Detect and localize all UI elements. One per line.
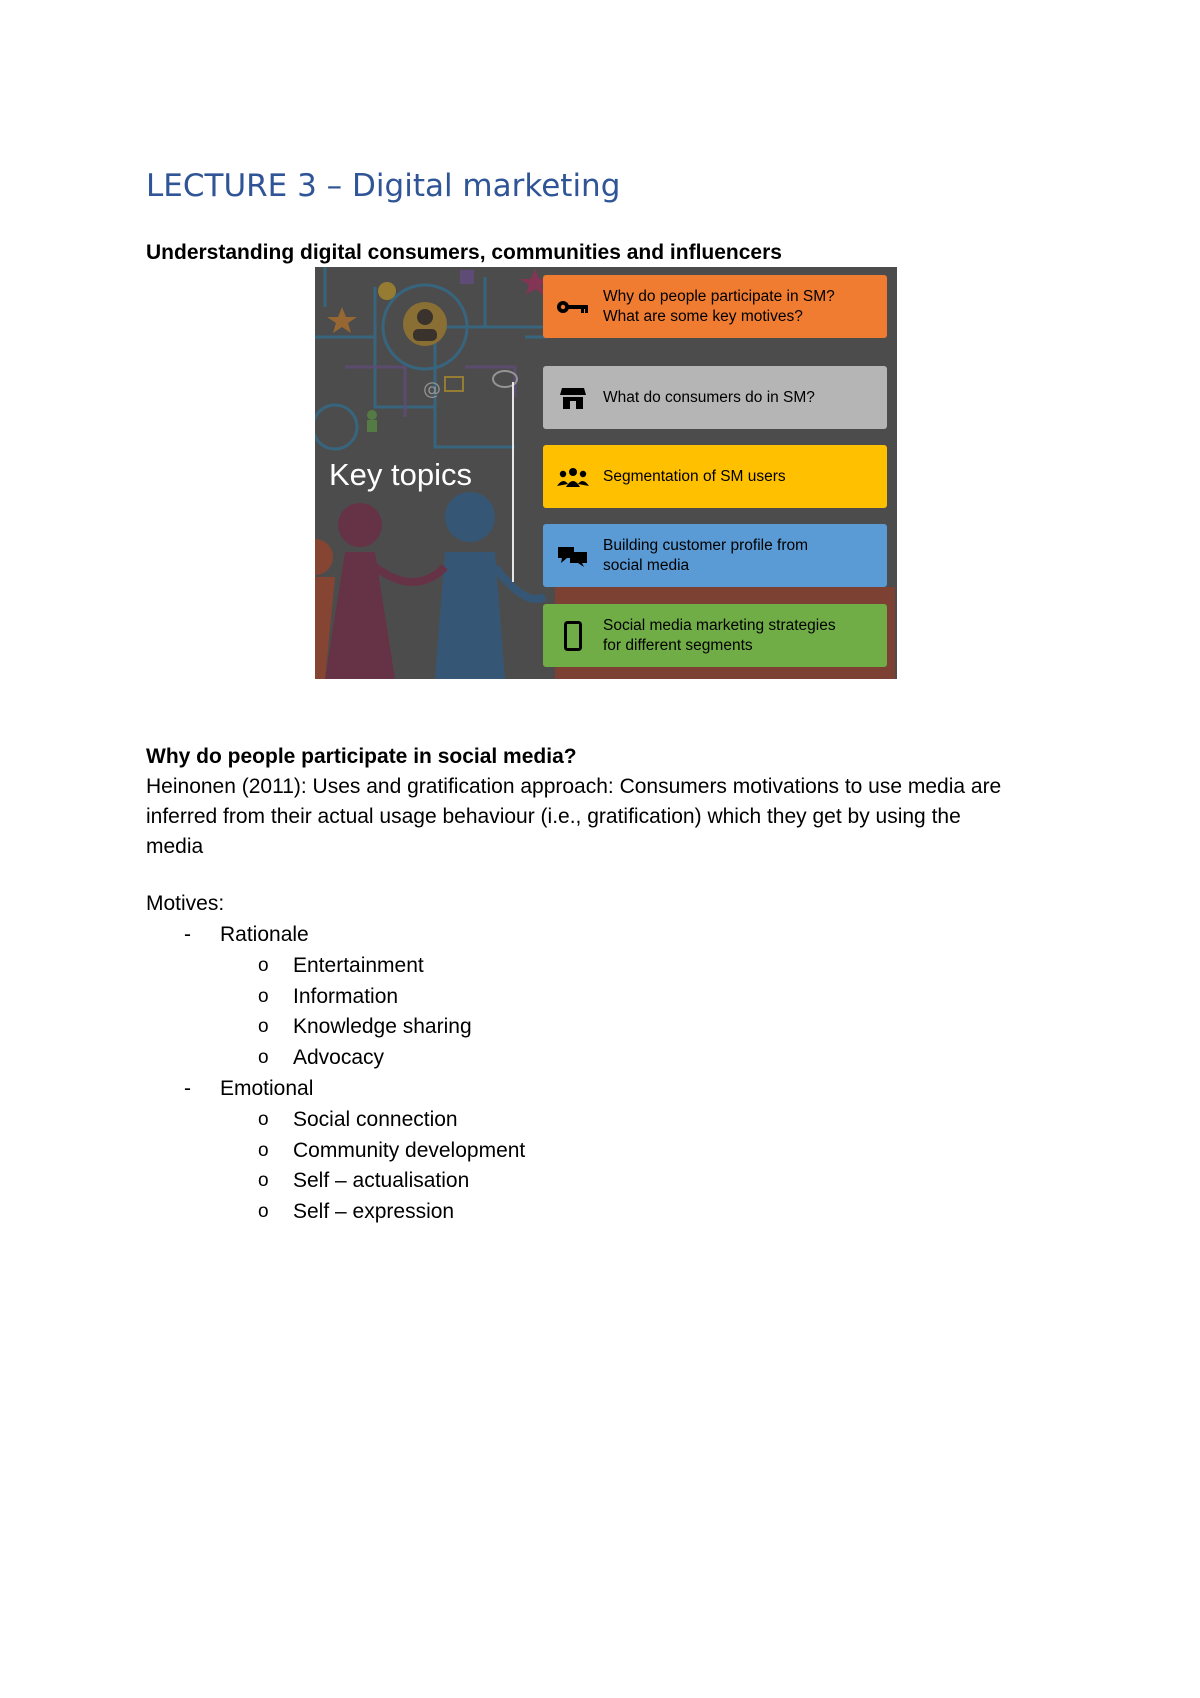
page-title: LECTURE 3 – Digital marketing bbox=[146, 168, 621, 204]
list-item-group: - Emotional bbox=[184, 1076, 314, 1100]
slide-divider bbox=[512, 382, 514, 582]
list-item: o Information bbox=[258, 984, 399, 1008]
topic-box-motives bbox=[543, 275, 887, 338]
list-item: o Knowledge sharing bbox=[258, 1015, 472, 1039]
list-item: o Entertainment bbox=[258, 953, 424, 977]
section-paragraph: Heinonen (2011): Uses and gratification approach: Consumers motivations to use media are inferred from their actual usage behaviour (i.e., gratification) which they get by using the media bbox=[146, 775, 1002, 858]
list-item: o Community development bbox=[258, 1138, 526, 1162]
topic-box-consumer-activity bbox=[543, 366, 887, 429]
list-item-group: - Rationale bbox=[184, 923, 309, 946]
key-topics-slide bbox=[315, 267, 897, 679]
topic-label: Segmentation of SM users bbox=[603, 467, 786, 485]
list-item: o Self – expression bbox=[258, 1200, 455, 1224]
store-icon bbox=[543, 386, 603, 410]
section-heading: Why do people participate in social media? bbox=[146, 745, 577, 768]
slide-heading: Key topics bbox=[329, 457, 473, 492]
topic-label: Why do people participate in SM? What are some key motives? bbox=[603, 287, 835, 325]
topic-label: What do consumers do in SM? bbox=[603, 388, 815, 406]
list-item: o Advocacy bbox=[258, 1046, 385, 1070]
topic-box-strategies bbox=[543, 604, 887, 667]
topic-box-customer-profile bbox=[543, 524, 887, 587]
key-icon bbox=[543, 299, 603, 315]
list-item: o Self – actualisation bbox=[258, 1169, 470, 1193]
list-item: o Social connection bbox=[258, 1107, 458, 1131]
chat-icon bbox=[543, 545, 603, 567]
phone-icon bbox=[543, 621, 603, 651]
motives-label: Motives: bbox=[146, 892, 225, 915]
svg-text:@: @ bbox=[423, 379, 441, 400]
people-icon bbox=[543, 467, 603, 487]
motives-list bbox=[146, 920, 525, 1228]
topic-box-segmentation bbox=[543, 445, 887, 508]
subheading: Understanding digital consumers, communities and influencers bbox=[146, 241, 782, 264]
topic-label: Building customer profile from social media bbox=[603, 536, 809, 574]
topic-label: Social media marketing strategies for different segments bbox=[603, 616, 836, 654]
